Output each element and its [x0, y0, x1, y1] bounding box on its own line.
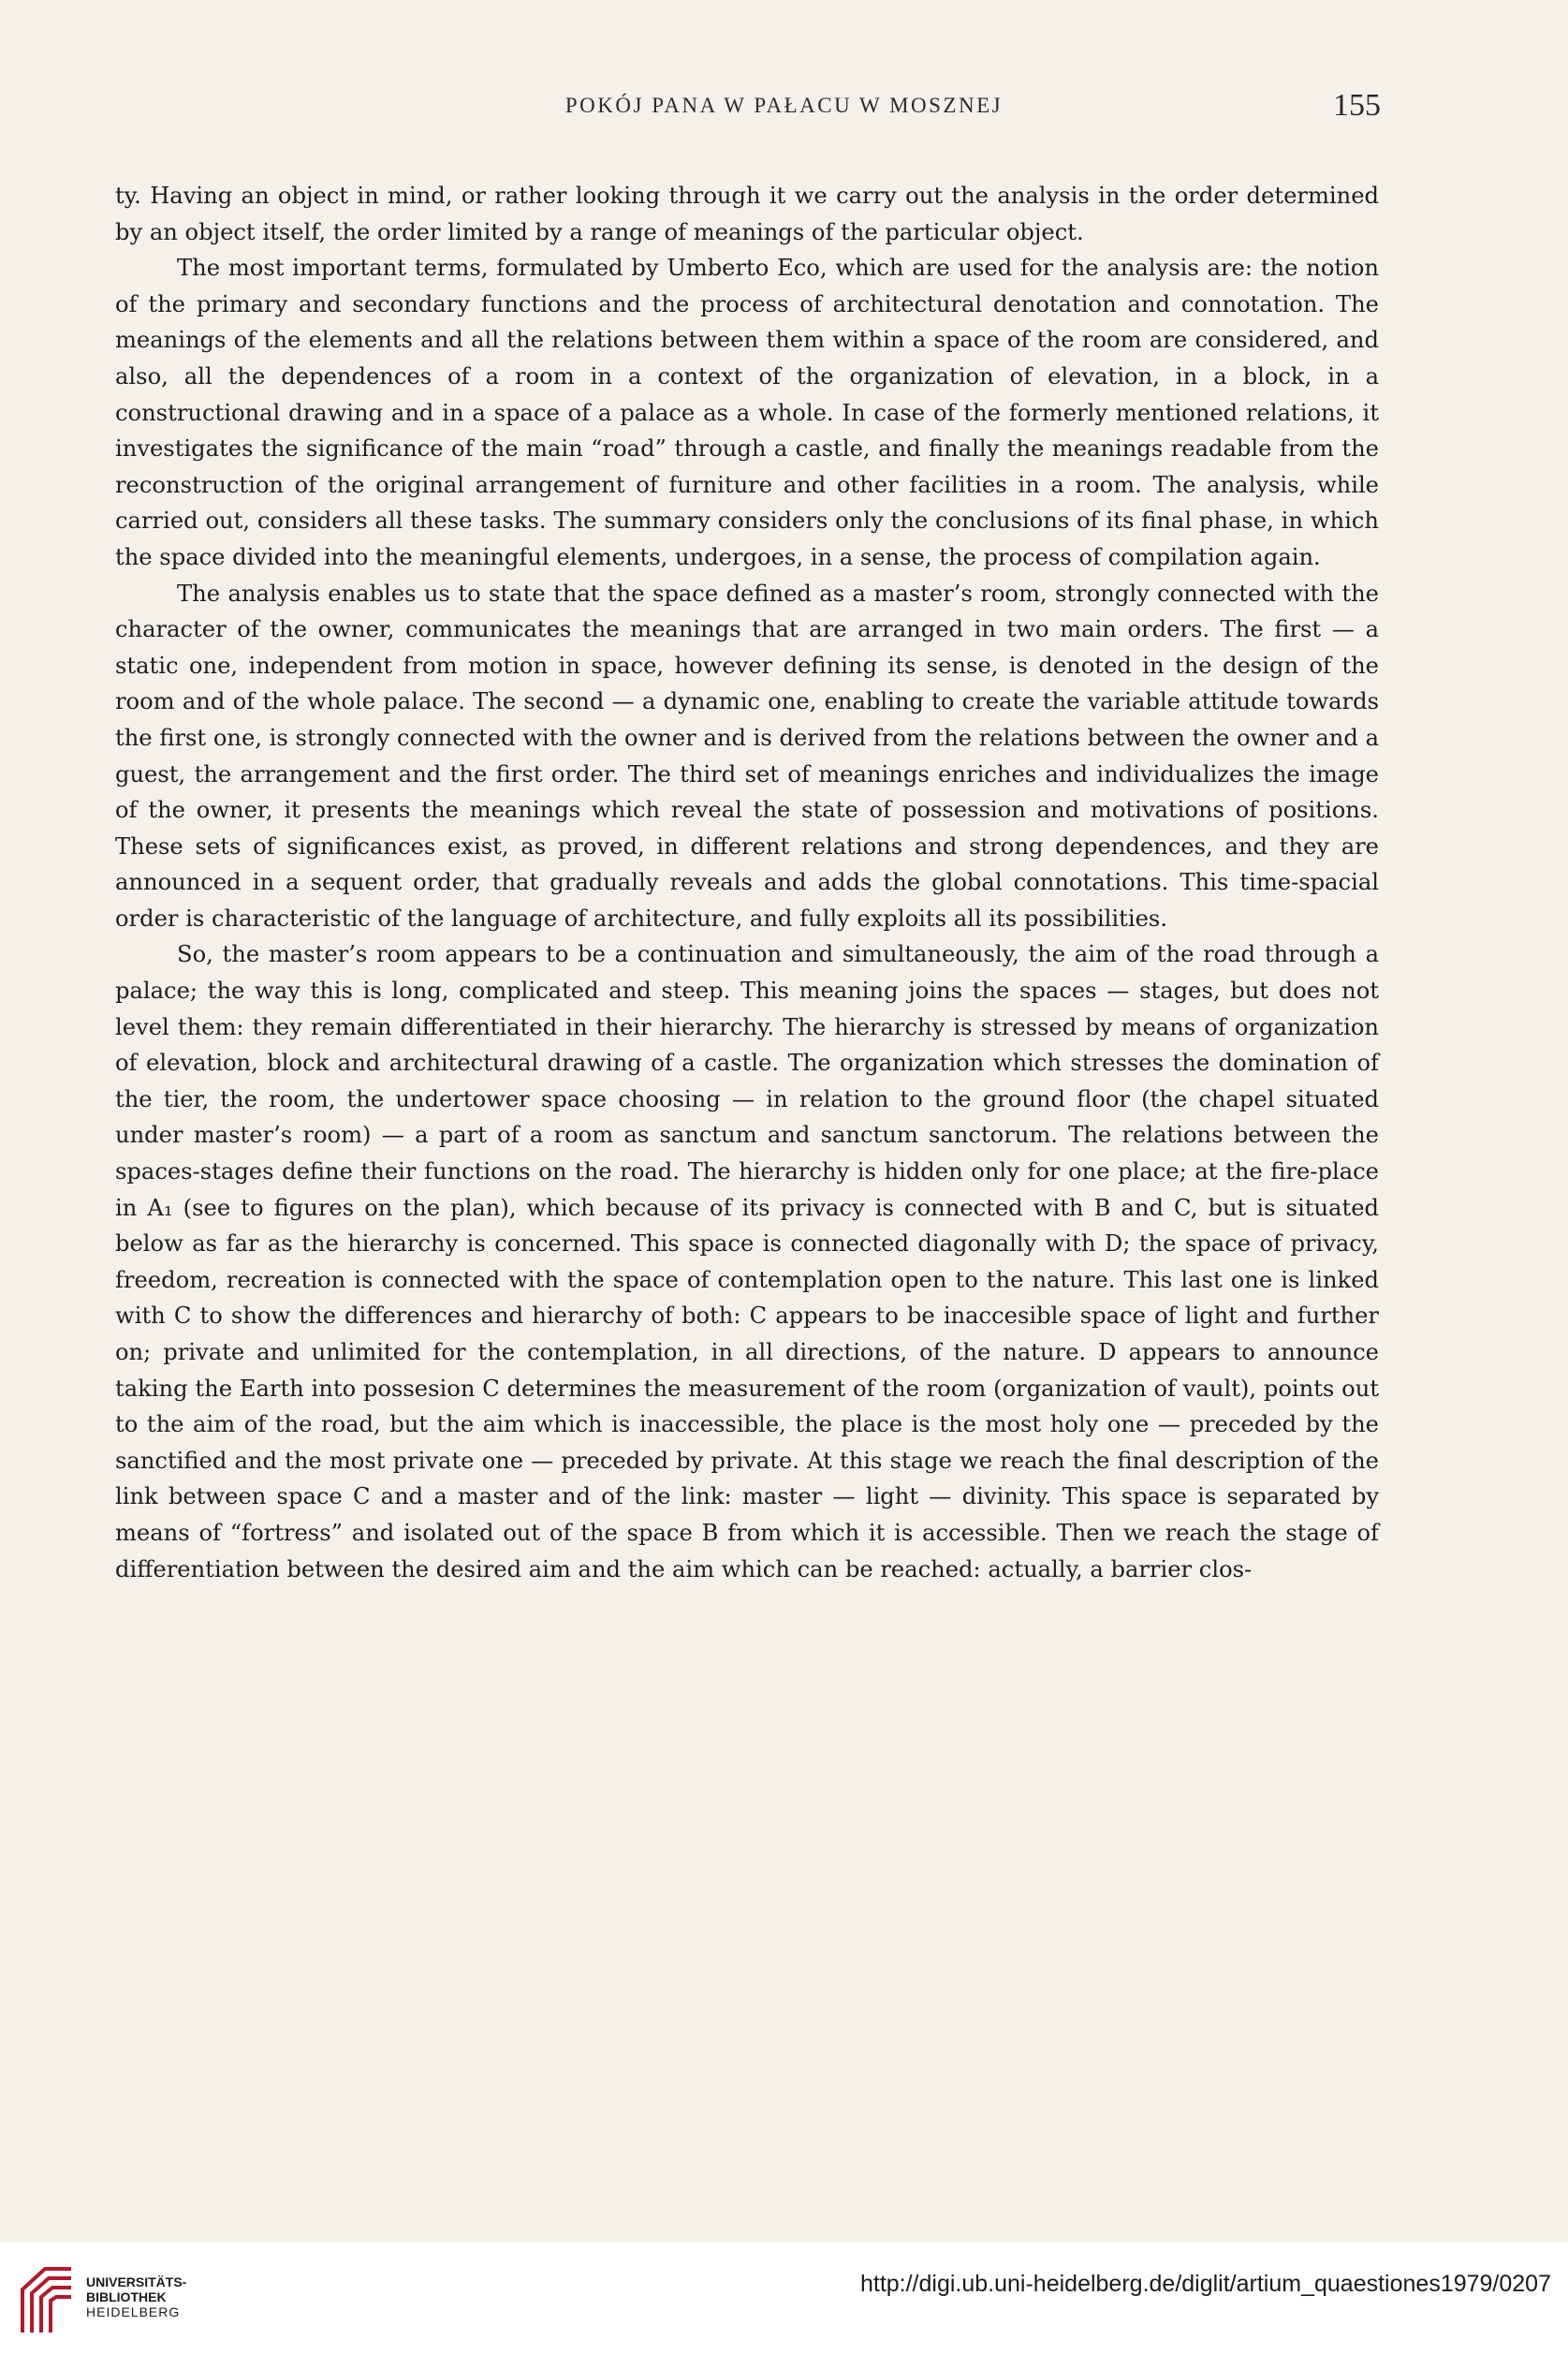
library-name — [86, 2274, 186, 2319]
paragraph-3: The analysis enables us to state that the space defined as a master’s room, strongly connected with the character of the owner, communicates the meanings that are arranged in two main orders. The first — a static one, independent from motion in space, however defining its sense, is denoted in the design of the room and of the whole palace. The second — a dynamic one, enabling to create the variable attitude towards the first one, is strongly connected with the owner and is derived from the relations between the owner and a guest, the arrangement and the first order. The third set of meanings enriches and individualizes the image of the owner, it presents the meanings which reveal the state of possession and motivations of positions. These sets of significances exist, as proved, in different relations and strong dependences, and they are announced in a sequent order, that gradually reveals and adds the global connotations. This time-spacial order is characteristic of the language of architecture, and fully exploits all its possibilities. — [115, 580, 1379, 932]
digitization-footer — [0, 2243, 1568, 2355]
running-head — [0, 88, 1568, 131]
library-name-line-2: BIBLIOTHEK — [86, 2289, 167, 2304]
body-text — [115, 178, 1379, 1587]
page-number: 155 — [1333, 88, 1381, 123]
ub-heidelberg-logo-icon — [17, 2263, 77, 2338]
library-name-line-3: HEIDELBERG — [86, 2304, 181, 2319]
paragraph-4: So, the master’s room appears to be a continuation and simultaneously, the aim of the road through a palace; the way this is long, complicated and steep. This meaning joins the spaces — stages, but does not level them: they remain differentiated in their hierarchy. The hierarchy is stressed by means of organization of elevation, block and architectural drawing of a castle. The organization which stresses the domination of the tier, the room, the undertower space choosing — in relation to the ground floor (the chapel situated under master’s room) — a part of a room as sanctum and sanctum sanctorum. The relations between the spaces-stages define their functions on the road. The hierarchy is hidden only for one place; at the fire-place in A₁ (see to figures on the plan), which because of its privacy is connected with B and C, but is situated below as far as the hierarchy is concerned. This space is connected diagonally with D; the space of privacy, freedom, recreation is connected with the space of contemplation open to the nature. This last one is linked with C to show the differences and hierarchy of both: C appears to be inaccesible space of light and further on; private and unlimited for the contemplation, in all directions, of the nature. D appears to announce taking the Earth into possesion C determines the measurement of the room (organization of vault), points out to the aim of the road, but the aim which is inaccessible, the place is the most holy one — preceded by the sanctified and the most private one — preceded by private. At this stage we reach the final description of the link between space C and a master and of the link: master — light — divinity. This space is separated by means of “fortress” and isolated out of the space B from which it is accessible. Then we reach the stage of differentiation between the desired aim and the aim which can be reached: actually, a barrier clos- — [115, 941, 1379, 1582]
paragraph-1: ty. Having an object in mind, or rather looking through it we carry out the analysis in the order determined by an object itself, the order limited by a range of meanings of the particular object. — [115, 183, 1379, 245]
paragraph-2: The most important terms, formulated by Umberto Eco, which are used for the analysis are: the notion of the primary and secondary functions and the process of architectural denotation and connotation. The meanings of the elements and all the relations between them within a space of the room are considered, and also, all the dependences of a room in a context of the organization of elevation, in a block, in a constructional drawing and in a space of a palace as a whole. In case of the formerly mentioned relations, it investigates the significance of the main “road” through a castle, and finally the meanings readable from the reconstruction of the original arrangement of furniture and other facilities in a room. The analysis, while carried out, considers all these tasks. The summary considers only the conclusions of its final phase, in which the space divided into the meaningful elements, undergoes, in a sense, the process of compilation again. — [115, 255, 1379, 570]
source-url-link[interactable]: http://digi.ub.uni-heidelberg.de/diglit/artium_quaestiones1979/0207 — [859, 2271, 1551, 2297]
library-name-line-1: UNIVERSITÄTS- — [86, 2274, 187, 2289]
running-title: POKÓJ PANA W PAŁACU W MOSZNEJ — [564, 94, 1004, 117]
